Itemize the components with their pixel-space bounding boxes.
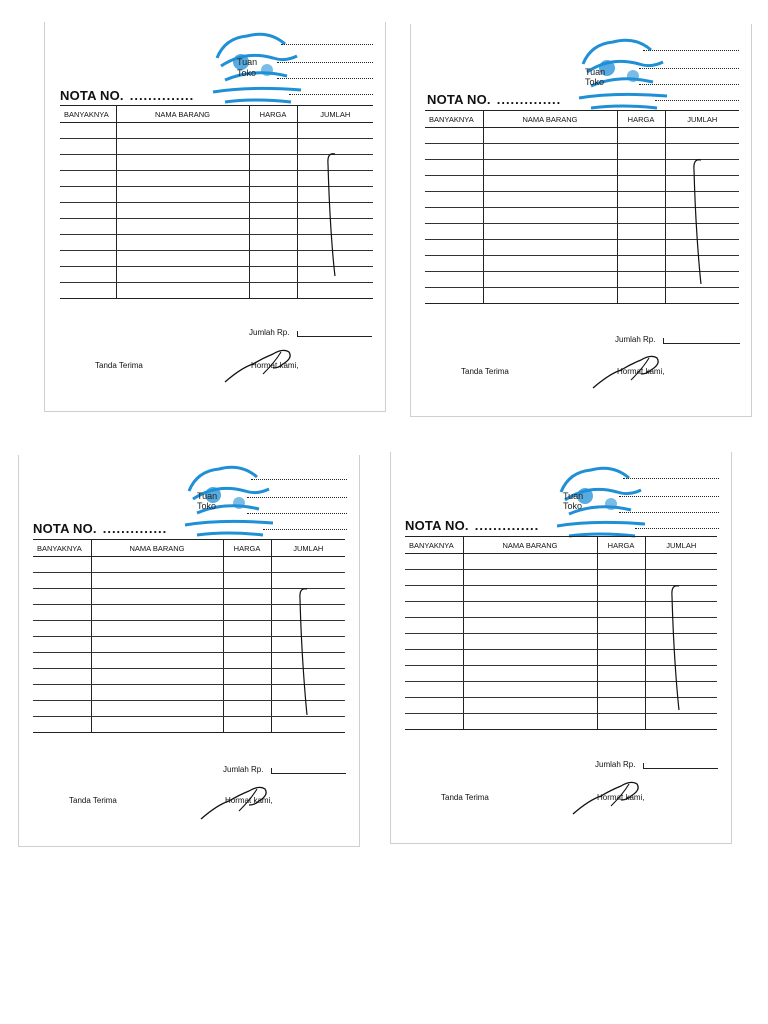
- table-row: [425, 256, 739, 272]
- table-row: [60, 123, 373, 139]
- address-line-2: [639, 68, 739, 69]
- table-row: [33, 701, 345, 717]
- address-line-4: [635, 528, 719, 529]
- nota-form-1: [44, 22, 386, 412]
- items-table: [60, 105, 373, 299]
- address-line-1: [281, 44, 373, 45]
- table-row: [33, 637, 345, 653]
- jumlah-rp-label: Jumlah Rp.: [595, 760, 636, 769]
- col-harga: HARGA: [617, 111, 665, 128]
- items-table: [33, 539, 345, 733]
- nota-form-2: [410, 24, 752, 417]
- col-jumlah: JUMLAH: [297, 106, 373, 123]
- col-jumlah: JUMLAH: [645, 537, 717, 554]
- table-row: [60, 155, 373, 171]
- col-nama-barang: NAMA BARANG: [91, 540, 223, 557]
- hormat-kami-label: Hormat kami,: [617, 367, 665, 376]
- address-line-1: [643, 50, 739, 51]
- table-row: [405, 634, 717, 650]
- table-row: [60, 283, 373, 299]
- table-row: [425, 288, 739, 304]
- tanda-terima-label: Tanda Terima: [461, 367, 509, 376]
- address-line-4: [263, 529, 347, 530]
- table-row: [60, 203, 373, 219]
- table-row: [425, 192, 739, 208]
- nota-form-4: [390, 452, 732, 844]
- table-row: [60, 187, 373, 203]
- jumlah-rp-field[interactable]: [643, 763, 718, 769]
- col-harga: HARGA: [223, 540, 271, 557]
- table-row: [60, 251, 373, 267]
- address-line-3: [639, 84, 739, 85]
- nota-title-text: NOTA NO.: [60, 88, 124, 103]
- table-row: [405, 650, 717, 666]
- table-row: [33, 685, 345, 701]
- table-row: [33, 605, 345, 621]
- table-row: [425, 240, 739, 256]
- nota-title: [33, 521, 167, 536]
- col-nama-barang: NAMA BARANG: [463, 537, 597, 554]
- stamp-toko-label: Toko: [197, 501, 217, 511]
- hormat-kami-label: Hormat kami,: [225, 796, 273, 805]
- tanda-terima-label: Tanda Terima: [69, 796, 117, 805]
- jumlah-rp-field[interactable]: [297, 331, 372, 337]
- table-row: [425, 128, 739, 144]
- table-row: [60, 219, 373, 235]
- address-line-4: [289, 94, 373, 95]
- col-jumlah: JUMLAH: [665, 111, 739, 128]
- table-row: [425, 272, 739, 288]
- table-row: [405, 602, 717, 618]
- nota-title: [60, 88, 194, 103]
- nota-number-field[interactable]: ..............: [474, 518, 540, 533]
- table-row: [425, 176, 739, 192]
- stamp-tuan-label: Tuan: [237, 57, 258, 67]
- col-banyaknya: BANYAKNYA: [425, 111, 483, 128]
- table-row: [405, 618, 717, 634]
- items-table: [425, 110, 739, 304]
- tanda-terima-label: Tanda Terima: [95, 361, 143, 370]
- address-line-1: [623, 478, 719, 479]
- table-row: [425, 224, 739, 240]
- address-line-2: [619, 496, 719, 497]
- stamp-logo-icon: [205, 28, 317, 110]
- address-line-1: [251, 479, 347, 480]
- table-row: [405, 586, 717, 602]
- tanda-terima-label: Tanda Terima: [441, 793, 489, 802]
- address-line-3: [619, 512, 719, 513]
- items-table: [405, 536, 717, 730]
- col-banyaknya: BANYAKNYA: [405, 537, 463, 554]
- table-row: [60, 139, 373, 155]
- stamp-tuan-label: Tuan: [563, 491, 584, 501]
- hormat-kami-label: Hormat kami,: [597, 793, 645, 802]
- nota-title-text: NOTA NO.: [427, 92, 491, 107]
- table-row: [33, 621, 345, 637]
- nota-title-text: NOTA NO.: [33, 521, 97, 536]
- table-row: [33, 589, 345, 605]
- stamp-toko-label: Toko: [563, 501, 583, 511]
- nota-number-field[interactable]: ..............: [129, 88, 195, 103]
- table-row: [425, 160, 739, 176]
- stamp-toko-label: Toko: [585, 77, 605, 87]
- nota-title: [405, 518, 539, 533]
- jumlah-rp-field[interactable]: [663, 338, 740, 344]
- stamp-tuan-label: Tuan: [197, 491, 218, 501]
- stamp-tuan-label: Tuan: [585, 67, 606, 77]
- col-banyaknya: BANYAKNYA: [33, 540, 91, 557]
- jumlah-rp-field[interactable]: [271, 768, 346, 774]
- hormat-kami-label: Hormat kami,: [251, 361, 299, 370]
- nota-number-field[interactable]: ..............: [102, 521, 168, 536]
- table-row: [405, 714, 717, 730]
- col-nama-barang: NAMA BARANG: [483, 111, 617, 128]
- col-banyaknya: BANYAKNYA: [60, 106, 116, 123]
- nota-number-field[interactable]: ..............: [496, 92, 562, 107]
- col-nama-barang: NAMA BARANG: [116, 106, 249, 123]
- table-row: [33, 573, 345, 589]
- col-harga: HARGA: [249, 106, 297, 123]
- table-row: [405, 570, 717, 586]
- table-row: [60, 171, 373, 187]
- address-line-2: [277, 62, 373, 63]
- col-jumlah: JUMLAH: [271, 540, 345, 557]
- stamp-logo-icon: [177, 461, 289, 543]
- nota-title-text: NOTA NO.: [405, 518, 469, 533]
- table-row: [33, 717, 345, 733]
- stamp-toko-label: Toko: [237, 68, 257, 78]
- jumlah-rp-label: Jumlah Rp.: [249, 328, 290, 337]
- table-row: [425, 208, 739, 224]
- table-row: [405, 554, 717, 570]
- col-harga: HARGA: [597, 537, 645, 554]
- nota-form-3: [18, 455, 360, 847]
- nota-title: [427, 92, 561, 107]
- address-line-3: [247, 513, 347, 514]
- address-line-2: [247, 497, 347, 498]
- table-row: [405, 698, 717, 714]
- table-row: [405, 682, 717, 698]
- table-row: [33, 557, 345, 573]
- address-line-4: [655, 100, 739, 101]
- table-row: [33, 653, 345, 669]
- jumlah-rp-label: Jumlah Rp.: [615, 335, 656, 344]
- table-row: [33, 669, 345, 685]
- jumlah-rp-label: Jumlah Rp.: [223, 765, 264, 774]
- address-line-3: [277, 78, 373, 79]
- table-row: [60, 235, 373, 251]
- table-row: [425, 144, 739, 160]
- table-row: [405, 666, 717, 682]
- table-row: [60, 267, 373, 283]
